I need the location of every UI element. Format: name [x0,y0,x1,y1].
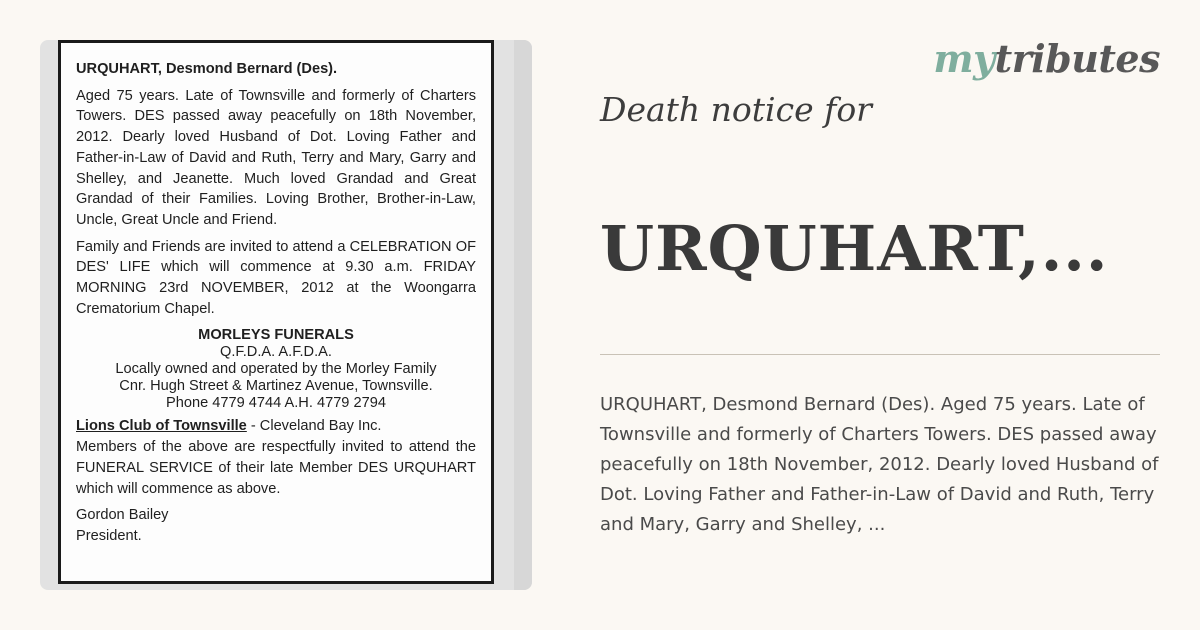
notice-paragraph-3: Members of the above are respectfully invited to attend the FUNERAL SERVICE of their late Member DES URQUHART which will commence as above. [76,439,476,497]
deceased-name-heading: URQUHART,... [600,212,1109,285]
club-name: Lions Club of Townsville [76,418,247,435]
logo-tributes: tributes [994,36,1160,81]
club-suffix: - Cleveland Bay Inc. [246,418,382,435]
page-subtitle: Death notice for [600,90,872,129]
funeral-home-address: Cnr. Hugh Street & Martinez Avenue, Townsville. [119,378,433,395]
newspaper-notice [58,40,494,584]
signatory-title: President. [76,527,142,544]
notice-paragraph-1: Aged 75 years. Late of Townsville and formerly of Charters Towers. DES passed away peacefully on 18th November, 2012. Dearly loved Husband of Dot. Loving Father and Father-in-Law of David and Ruth, Terry and Mary, Garry and Shelley, and Jeanette. Much loved Grandad and Great Grandad of their Families. Loving Brother, Brother-in-Law, Uncle, Great Uncle and Friend. [76,87,476,228]
notice-image [40,40,532,590]
divider [600,354,1160,355]
notice-excerpt: URQUHART, Desmond Bernard (Des). Aged 75 years. Late of Townsville and formerly of Charters Towers. DES passed away peacefully on 18th November, 2012. Dearly loved Husband of Dot. Loving Father and Father-in-Law of David and Ruth, Terry and Mary, Garry and Shelley, ... [600,394,1159,535]
funeral-home-owner: Locally owned and operated by the Morley Family [115,361,437,378]
mytributes-logo[interactable] [933,36,1160,81]
notice-paragraph-2: Family and Friends are invited to attend a CELEBRATION OF DES' LIFE which will commence at 9.30 a.m. FRIDAY MORNING 23rd NOVEMBER, 2012 at the Woongarra Crematorium Chapel. [76,238,476,317]
scan-edge [514,40,532,590]
logo-my: my [933,36,995,81]
notice-name-line: URQUHART, Desmond Bernard (Des). [76,61,338,77]
signatory-name: Gordon Bailey [76,507,169,524]
funeral-home-phone: Phone 4779 4744 A.H. 4779 2794 [166,395,386,412]
funeral-home-assoc: Q.F.D.A. A.F.D.A. [220,344,332,361]
funeral-home-name: MORLEYS FUNERALS [198,327,354,344]
club-line [76,416,476,437]
